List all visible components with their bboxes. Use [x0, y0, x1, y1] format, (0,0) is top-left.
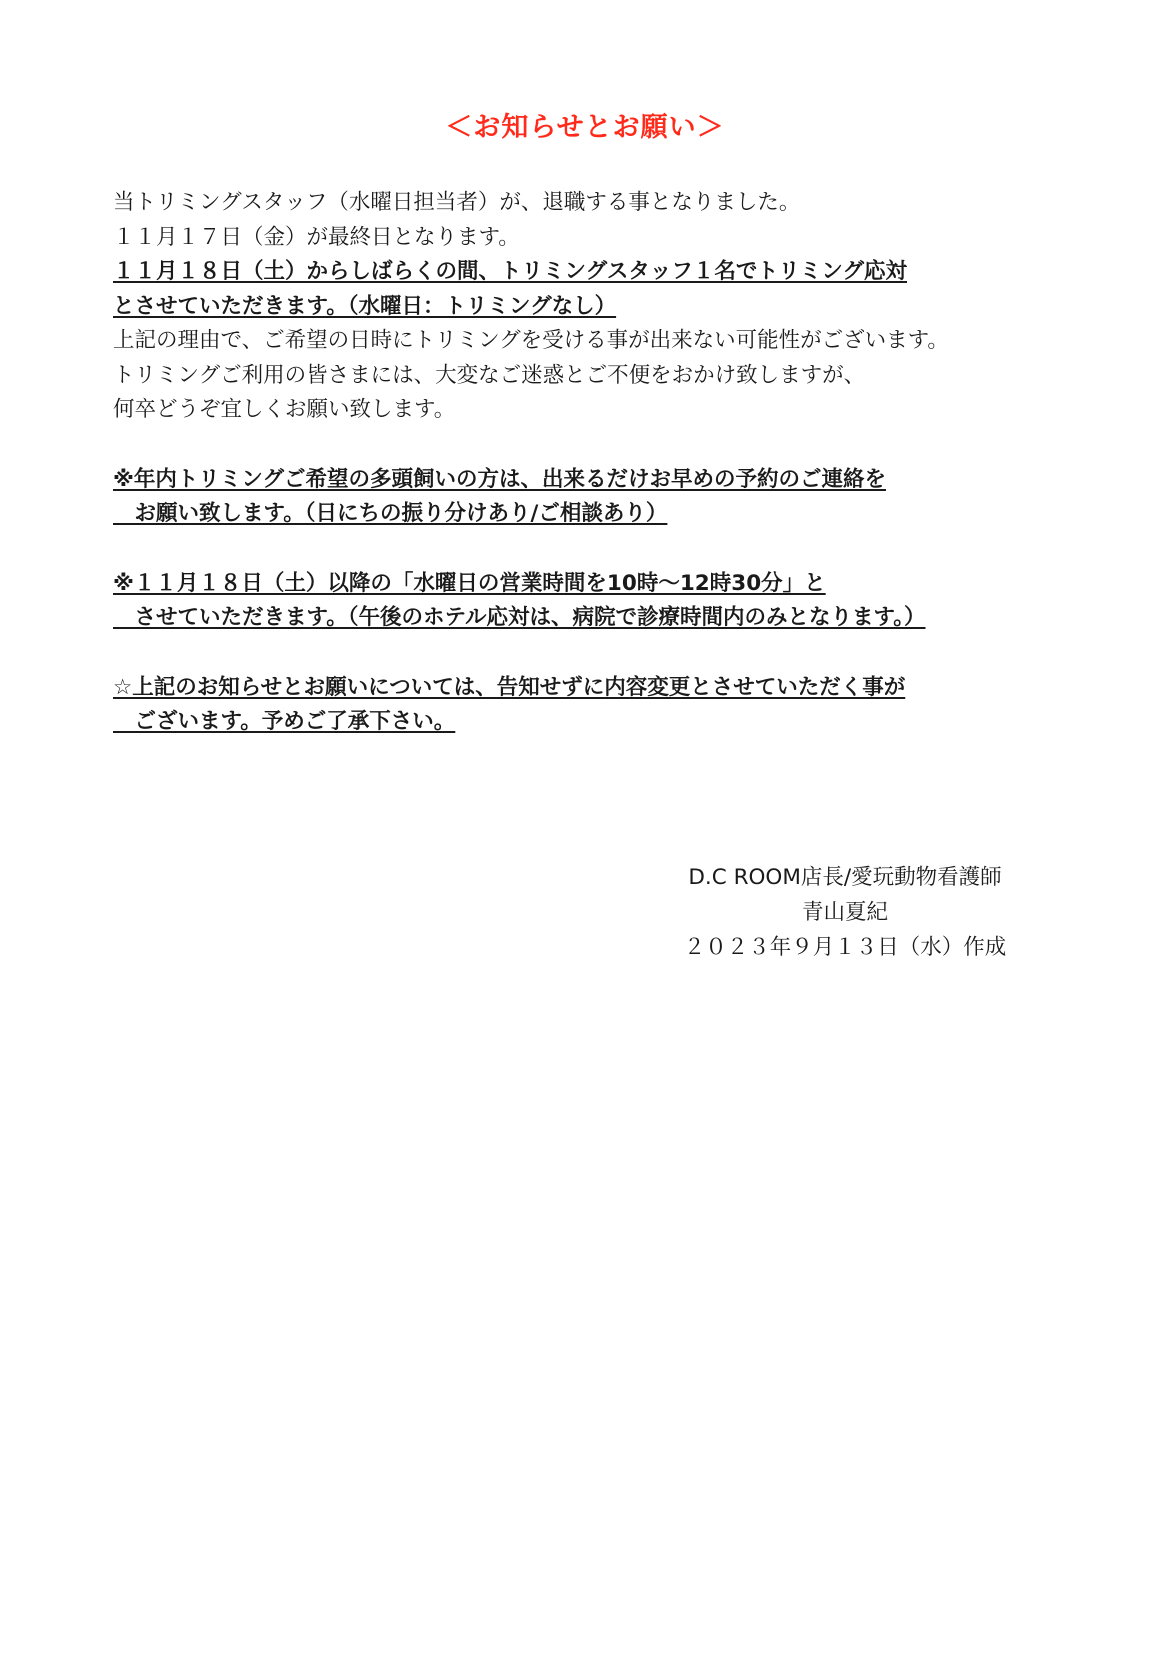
notice-line-no-wednesday: とさせていただきます。（水曜日：トリミングなし）	[113, 293, 617, 319]
notice-line-closing: 何卒どうぞ宜しくお願い致します。	[113, 397, 456, 422]
notice-line-reason: 上記の理由で、ご希望の日時にトリミングを受ける事が出来ない可能性がございます。	[113, 328, 949, 353]
page-title: ＜お知らせとお願い＞	[445, 112, 725, 143]
note-multi-dog-line1: ※年内トリミングご希望の多頭飼いの方は、出来るだけお早めの予約のご連絡を	[113, 466, 886, 492]
notice-body	[113, 186, 1113, 740]
notice-line-retirement: 当トリミングスタッフ（水曜日担当者）が、退職する事となりました。	[113, 190, 801, 215]
notice-line-apology: トリミングご利用の皆さまには、大変なご迷惑とご不便をおかけ致しますが、	[113, 362, 866, 388]
signature-name: 青山夏紀	[801, 900, 888, 925]
note-multi-dog-line2: お願い致します。（日にちの振り分けあり/ご相談あり）	[113, 501, 668, 526]
notice-line-last-day: １１月１７日（金）が最終日となります。	[113, 224, 520, 250]
signature-date: ２０２３年９月１３日（水）作成	[683, 935, 1007, 960]
signature-role: D.C ROOM店長/愛玩動物看護師	[688, 865, 1002, 890]
notice-line-single-staff: １１月１８日（土）からしばらくの間、トリミングスタッフ１名でトリミング応対	[113, 259, 907, 284]
note-change-line2: ございます。予めご了承下さい。	[113, 709, 456, 734]
note-change-line1: ☆上記のお知らせとお願いについては、告知せずに内容変更とさせていただく事が	[113, 674, 906, 700]
note-hours-line2: させていただきます。（午後のホテル応対は、病院で診療時間内のみとなります。）	[113, 605, 926, 630]
note-hours-line1: ※１１月１８日（土）以降の「水曜日の営業時間を10時〜12時30分」と	[113, 570, 826, 596]
signature-block	[640, 860, 1050, 965]
